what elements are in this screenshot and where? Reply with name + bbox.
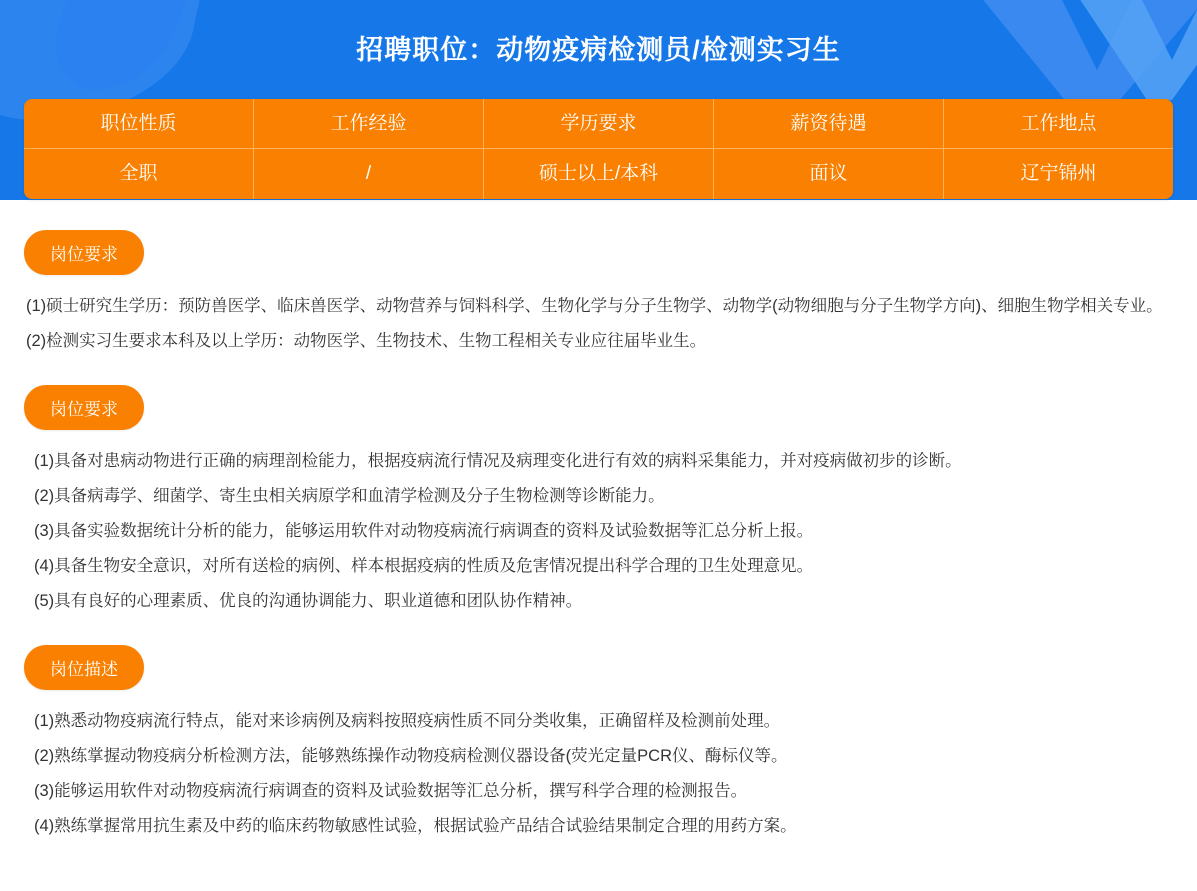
paragraph: (3)能够运用软件对动物疫病流行病调查的资料及试验数据等汇总分析，撰写科学合理的检测报告。 bbox=[34, 782, 748, 800]
info-header-salary: 薪资待遇 bbox=[714, 99, 944, 149]
paragraph: (1)熟悉动物疫病流行特点，能对来诊病例及病料按照疫病性质不同分类收集，正确留样及检测前处理。 bbox=[34, 712, 781, 730]
info-header-education: 学历要求 bbox=[484, 99, 714, 149]
info-value-job-nature: 全职 bbox=[24, 149, 254, 199]
info-header-job-nature: 职位性质 bbox=[24, 99, 254, 149]
section-requirements-2 bbox=[0, 385, 1197, 619]
info-value-experience: / bbox=[254, 149, 484, 199]
info-value-salary: 面议 bbox=[714, 149, 944, 199]
paragraph: (1)硕士研究生学历：预防兽医学、临床兽医学、动物营养与饲料科学、生物化学与分子生物学、动物学(动物细胞与分子生物学方向)、细胞生物学相关专业。 bbox=[26, 297, 1163, 315]
job-info-table bbox=[24, 99, 1173, 199]
page-title: 招聘职位：动物疫病检测员/检测实习生 bbox=[356, 35, 841, 65]
paragraph: (2)熟练掌握动物疫病分析检测方法，能够熟练操作动物疫病检测仪器设备(荧光定量PCR仪、酶标仪等。 bbox=[34, 747, 788, 765]
paragraph: (4)熟练掌握常用抗生素及中药的临床药物敏感性试验，根据试验产品结合试验结果制定合理的用药方案。 bbox=[34, 817, 797, 835]
section-body-requirements-1 bbox=[24, 289, 1173, 359]
info-table-value-row bbox=[24, 149, 1173, 199]
section-title-requirements-2: 岗位要求 bbox=[24, 385, 144, 430]
info-header-location: 工作地点 bbox=[944, 99, 1173, 149]
paragraph: (4)具备生物安全意识，对所有送检的病例、样本根据疫病的性质及危害情况提出科学合理的卫生处理意见。 bbox=[34, 557, 814, 575]
info-value-education: 硕士以上/本科 bbox=[484, 149, 714, 199]
info-value-location: 辽宁锦州 bbox=[1020, 163, 1097, 184]
section-body-description bbox=[24, 704, 1173, 844]
paragraph: (5)具有良好的心理素质、优良的沟通协调能力、职业道德和团队协作精神。 bbox=[34, 592, 583, 610]
paragraph: (2)检测实习生要求本科及以上学历：动物医学、生物技术、生物工程相关专业应往届毕业生。 bbox=[26, 332, 707, 350]
info-table-header-row bbox=[24, 99, 1173, 149]
info-header-experience: 工作经验 bbox=[254, 99, 484, 149]
paragraph: (3)具备实验数据统计分析的能力，能够运用软件对动物疫病流行病调查的资料及试验数据等汇总分析上报。 bbox=[34, 522, 814, 540]
section-title-requirements-1: 岗位要求 bbox=[24, 230, 144, 275]
paragraph: (1)具备对患病动物进行正确的病理剖检能力，根据疫病流行情况及病理变化进行有效的病料采集能力，并对疫病做初步的诊断。 bbox=[34, 452, 962, 470]
section-requirements-1 bbox=[0, 230, 1197, 359]
section-body-requirements-2 bbox=[24, 444, 1173, 619]
section-description bbox=[0, 645, 1197, 844]
section-title-description: 岗位描述 bbox=[24, 645, 144, 690]
paragraph: (2)具备病毒学、细菌学、寄生虫相关病原学和血清学检测及分子生物检测等诊断能力。 bbox=[34, 487, 665, 505]
